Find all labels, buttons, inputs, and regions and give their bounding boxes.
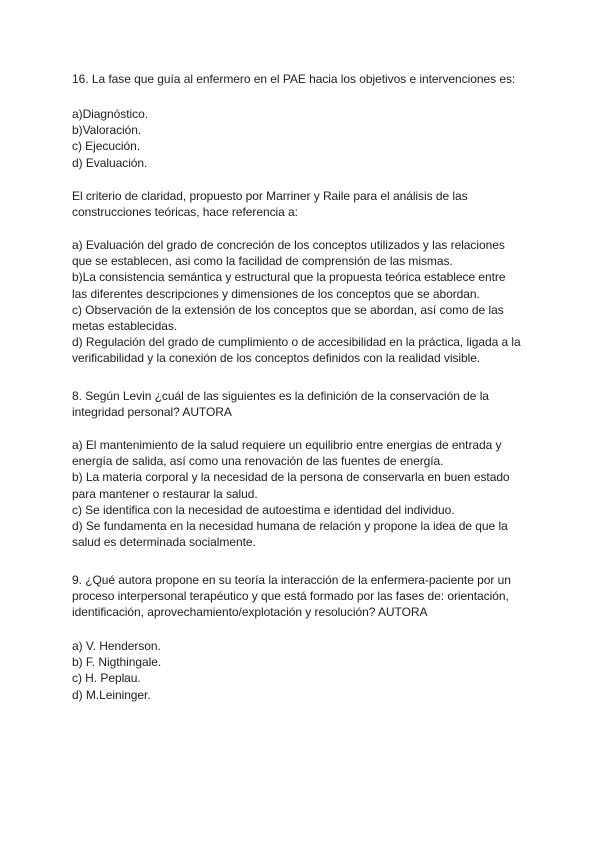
option-line: b) F. Nigthingale. — [72, 655, 162, 670]
option-line: salud es determinada socialmente. — [72, 535, 256, 550]
option-line: que se establecen, asi como la facilidad de comprensión de las mismas. — [72, 254, 453, 269]
option-line: a)Diagnóstico. — [72, 107, 149, 121]
option-line: verificabilidad y la conexión de los conceptos definidos con la realidad visible. — [72, 351, 481, 366]
option-line: c) Observación de la extensión de los conceptos que se abordan, así como de las — [72, 302, 504, 317]
option-line: a) Evaluación del grado de concreción de los conceptos utilizados y las relaciones — [72, 238, 505, 252]
question-9-options — [72, 638, 534, 703]
option-line: d) Se fundamenta en la necesidad humana de relación y propone la idea de que la — [72, 519, 508, 534]
question-8-options — [72, 437, 534, 550]
option-line: a) V. Henderson. — [72, 639, 161, 653]
question-stem-line: 8. Según Levin ¿cuál de las siguientes es la definición de la conservación de la — [72, 389, 489, 403]
question-claridad-options — [72, 237, 534, 367]
option-line: energía de salida, así como una renovación de las fuentes de energía. — [72, 454, 444, 469]
question-claridad-stem — [72, 188, 534, 220]
option-line: d) Regulación del grado de cumplimiento o de accesibilidad en la práctica, ligada a la — [72, 335, 521, 350]
question-stem-line: 9. ¿Qué autora propone en su teoría la interacción de la enfermera-paciente por un — [72, 573, 511, 587]
option-line: d) M.Leininger. — [72, 687, 151, 702]
question-16-options — [72, 106, 534, 171]
option-line: para mantener o restaurar la salud. — [72, 486, 258, 501]
option-line: las diferentes descripciones y dimensiones de los conceptos que se abordan. — [72, 286, 480, 301]
option-line: c) H. Peplau. — [72, 671, 141, 686]
option-line: c) Se identifica con la necesidad de autoestima e identidad del individuo. — [72, 502, 455, 517]
question-stem-line: construcciones teóricas, hace referencia a: — [72, 205, 298, 220]
option-line: b)Valoración. — [72, 123, 142, 138]
question-stem-line: El criterio de claridad, propuesto por Marriner y Raile para el análisis de las — [72, 189, 468, 203]
question-8-stem — [72, 388, 534, 420]
option-line: metas establecidas. — [72, 319, 178, 334]
question-16-stem — [72, 71, 534, 87]
option-line: c) Ejecución. — [72, 139, 141, 154]
option-line: b)La consistencia semántica y estructural que la propuesta teórica establece entre — [72, 270, 506, 285]
question-9-stem — [72, 572, 534, 621]
option-line: d) Evaluación. — [72, 155, 148, 170]
option-line: b) La materia corporal y la necesidad de la persona de conservarla en buen estado — [72, 470, 510, 485]
question-stem-line: 16. La fase que guía al enfermero en el PAE hacia los objetivos e intervenciones es: — [72, 72, 516, 86]
option-line: a) El mantenimiento de la salud requiere un equilibrio entre energias de entrada y — [72, 438, 502, 452]
question-stem-line: integridad personal? AUTORA — [72, 405, 232, 420]
question-stem-line: proceso interpersonal terapéutico y que está formado por las fases de: orientación, — [72, 589, 509, 604]
question-stem-line: identificación, aprovechamiento/explotación y resolución? AUTORA — [72, 605, 428, 620]
